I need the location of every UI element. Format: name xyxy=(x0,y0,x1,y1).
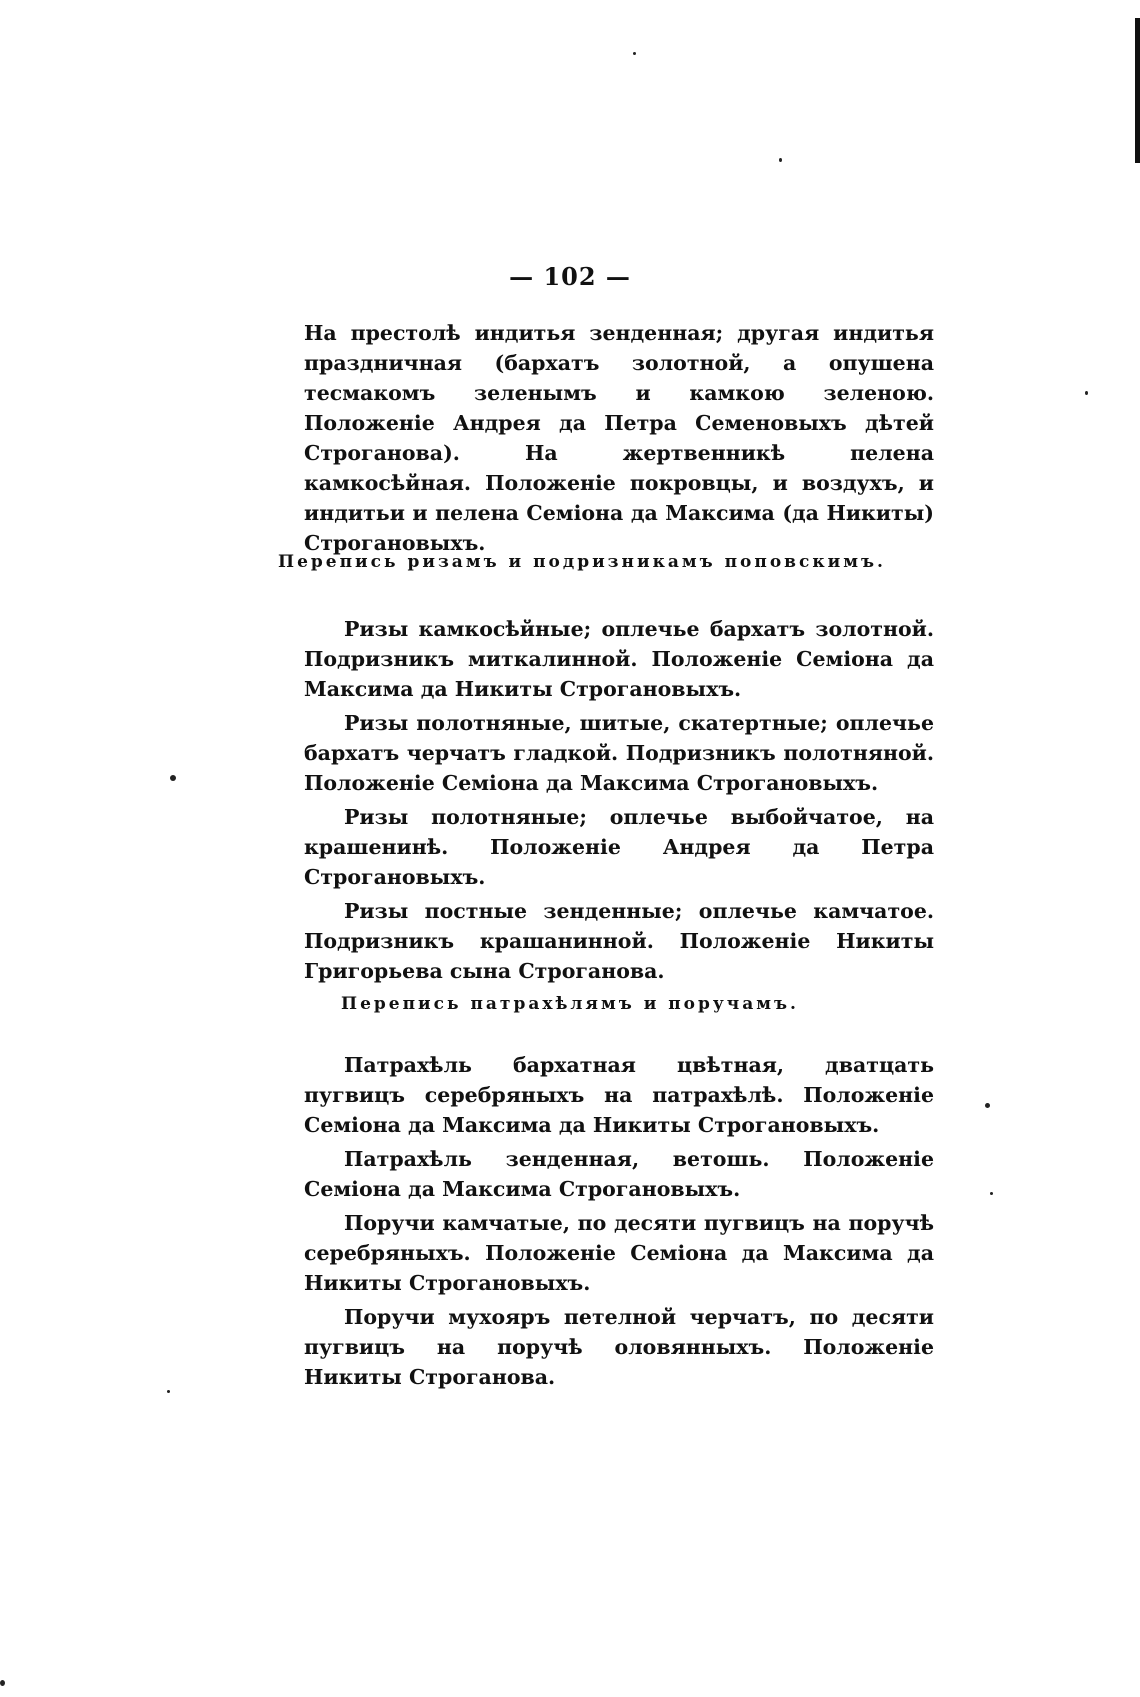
paragraph: Патрахѣль бархатная цвѣтная, дватцать пугвицъ серебряныхъ на патрахѣлѣ. Положеніе Семіона да Максима да Никиты Строгановыхъ. xyxy=(304,1053,934,1137)
section-heading-stoles: Перепись патрахѣлямъ и поручамъ. xyxy=(341,994,799,1014)
scan-speck xyxy=(633,52,636,55)
scan-speck xyxy=(0,1680,5,1686)
intro-paragraph: На престолѣ индитья зенденная; другая индитья праздничная (бархатъ золотной, а опушена тесмакомъ зеленымъ и камкою зеленою. Положеніе Андрея да Петра Семеновыхъ дѣтей Строганова). На жертвенникѣ пелена камкосѣйная. Положеніе покровцы, и воздухъ, и индитьи и пелена Семіона да Максима (да Никиты) Строгановыхъ. xyxy=(304,321,934,555)
paragraph: Ризы камкосѣйные; оплечье бархатъ золотной. Подризникъ миткалинной. Положеніе Семіона да Максима да Никиты Строгановыхъ. xyxy=(304,617,934,701)
section-vestments-text xyxy=(304,610,934,986)
scan-speck xyxy=(1085,391,1088,395)
scan-speck xyxy=(170,775,176,781)
paragraph: Поручи камчатые, по десяти пугвицъ на поручѣ серебряныхъ. Положеніе Семіона да Максима да Никиты Строгановыхъ. xyxy=(304,1211,934,1295)
scan-speck xyxy=(990,1192,993,1195)
scan-speck xyxy=(985,1103,990,1108)
section-stoles-text xyxy=(304,1046,934,1392)
paragraph: Ризы полотняные, шитые, скатертные; оплечье бархатъ черчатъ гладкой. Подризникъ полотняной. Положеніе Семіона да Максима Строгановыхъ. xyxy=(304,711,934,795)
paragraph: Патрахѣль зенденная, ветошь. Положеніе Семіона да Максима Строгановыхъ. xyxy=(304,1147,934,1201)
paragraph: Ризы полотняные; оплечье выбойчатое, на крашенинѣ. Положеніе Андрея да Петра Строгановыхъ. xyxy=(304,805,934,889)
section-heading-vestments: Перепись ризамъ и подризникамъ поповскимъ. xyxy=(278,552,886,572)
scan-speck xyxy=(779,158,782,162)
scan-edge-mark xyxy=(1135,18,1140,163)
paragraph: Поручи мухояръ петелной черчатъ, по десяти пугвицъ на поручѣ оловянныхъ. Положеніе Никиты Строганова. xyxy=(304,1305,934,1389)
intro-text xyxy=(304,318,934,558)
page-number: — 102 — xyxy=(509,262,631,291)
scan-speck xyxy=(167,1390,170,1393)
paragraph: Ризы постные зенденные; оплечье камчатое. Подризникъ крашанинной. Положеніе Никиты Григорьева сына Строганова. xyxy=(304,899,934,983)
